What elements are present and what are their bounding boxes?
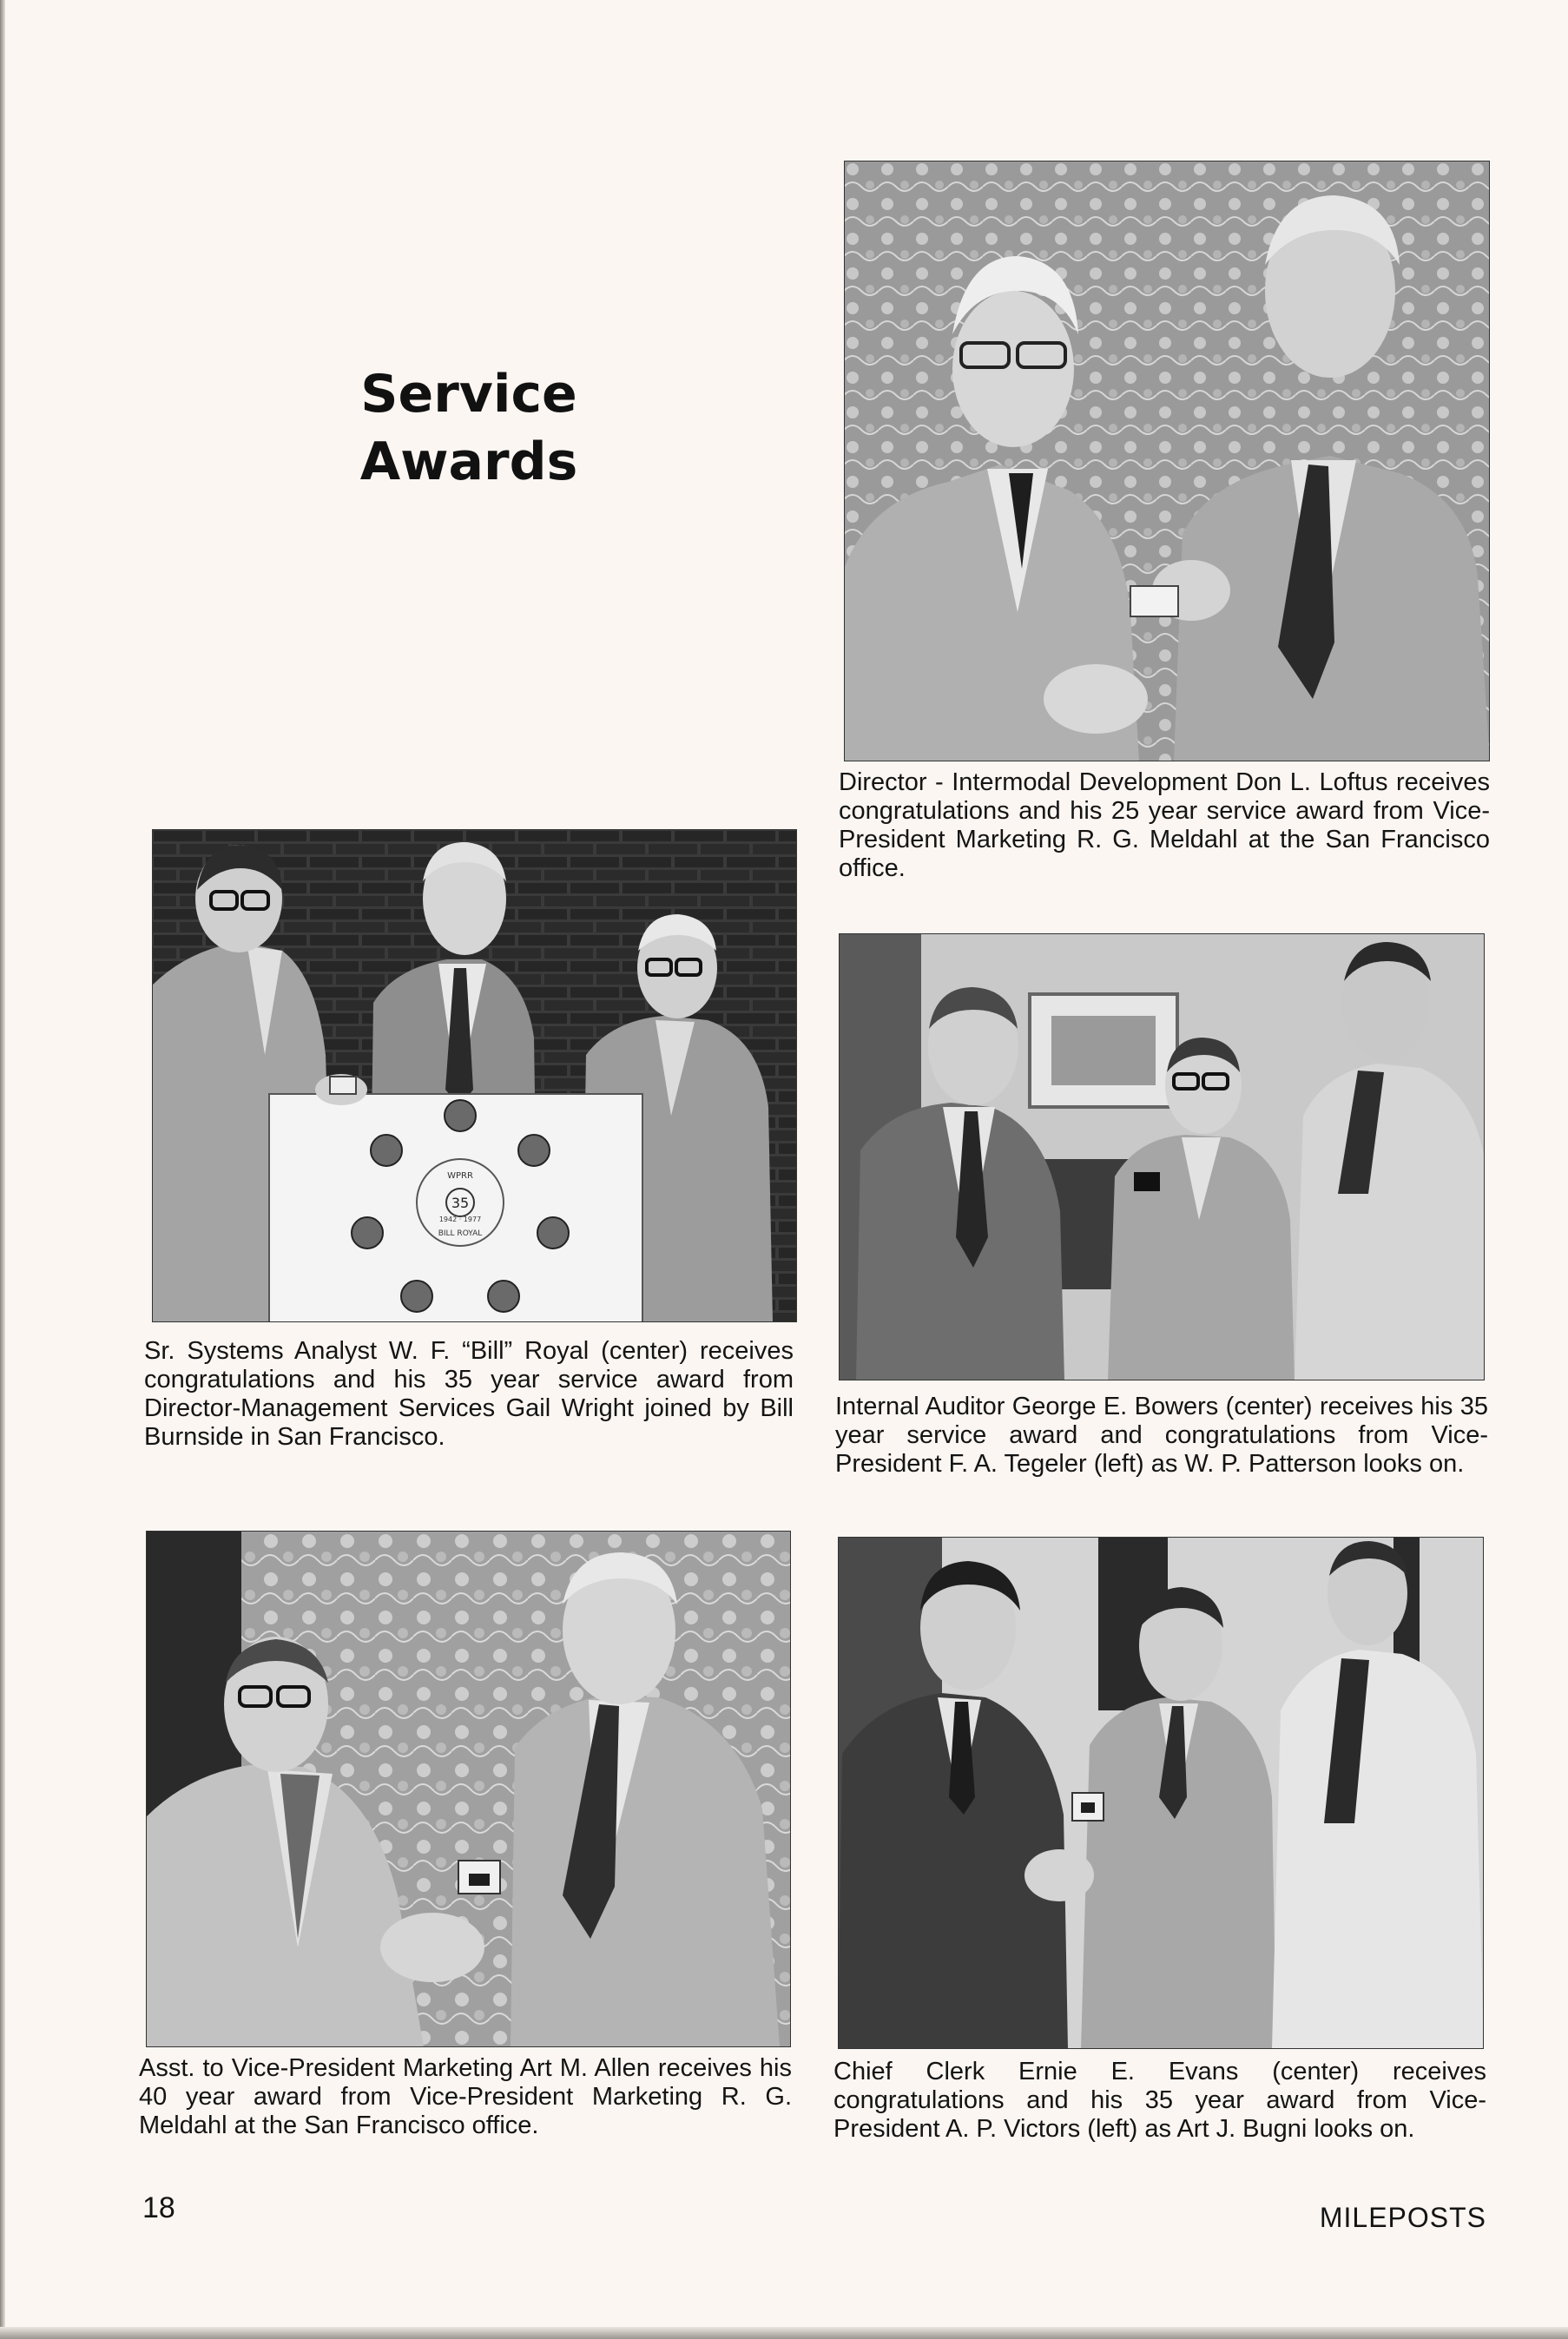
page-bottom-edge [0,2327,1568,2339]
caption-bowers-tegeler-patterson: Internal Auditor George E. Bowers (center) receives his 35 year service award and congratulations from Vice-President F. A. Tegeler (left) as W. P. Patterson looks on. [835,1393,1488,1478]
page-binding-edge [0,0,5,2339]
photo-royal-wright-burnside [152,829,797,1322]
caption-evans-victors-bugni: Chief Clerk Ernie E. Evans (center) receives congratulations and his 35 year award from Vice-President A. P. Victors (left) as Art J. Bugni looks on. [833,2058,1486,2143]
plaque-name: BILL ROYAL [438,1229,483,1238]
caption-allen-meldahl: Asst. to Vice-President Marketing Art M. Allen receives his 40 year award from Vice-President Marketing R. G. Meldahl at the San Francisco office. [139,2054,792,2139]
photo-bowers-tegeler-patterson-image [839,933,1485,1380]
caption-loftus-meldahl: Director - Intermodal Development Don L. Loftus receives congratulations and his 25 year service award from Vice-President Marketing R. G. Meldahl at the San Francisco office. [839,768,1490,882]
photo-royal-wright-burnside-image [152,829,797,1322]
photo-loftus-meldahl [844,161,1490,761]
photo-evans-victors-bugni [838,1537,1484,2049]
photo-allen-meldahl-image [146,1531,791,2047]
page-title [330,360,608,496]
page-number: 18 [142,2191,175,2224]
plaque-top-text: WPRR [447,1171,473,1181]
photo-bowers-tegeler-patterson [839,933,1485,1380]
photo-allen-meldahl [146,1531,791,2047]
plaque-number: 35 [451,1195,470,1211]
plaque-years: 1942 · 1977 [438,1216,482,1223]
page-title-line-1: Service [360,364,577,425]
page-title-line-2: Awards [359,432,578,493]
photo-evans-victors-bugni-image [838,1537,1484,2049]
caption-royal-wright-burnside: Sr. Systems Analyst W. F. “Bill” Royal (center) receives congratulations and his 35 year service award from Director-Management Services Gail Wright joined by Bill Burnside in San Francisco. [144,1337,794,1451]
publication-name: MILEPOSTS [1319,2202,1486,2233]
photo-loftus-meldahl-image [844,161,1490,761]
